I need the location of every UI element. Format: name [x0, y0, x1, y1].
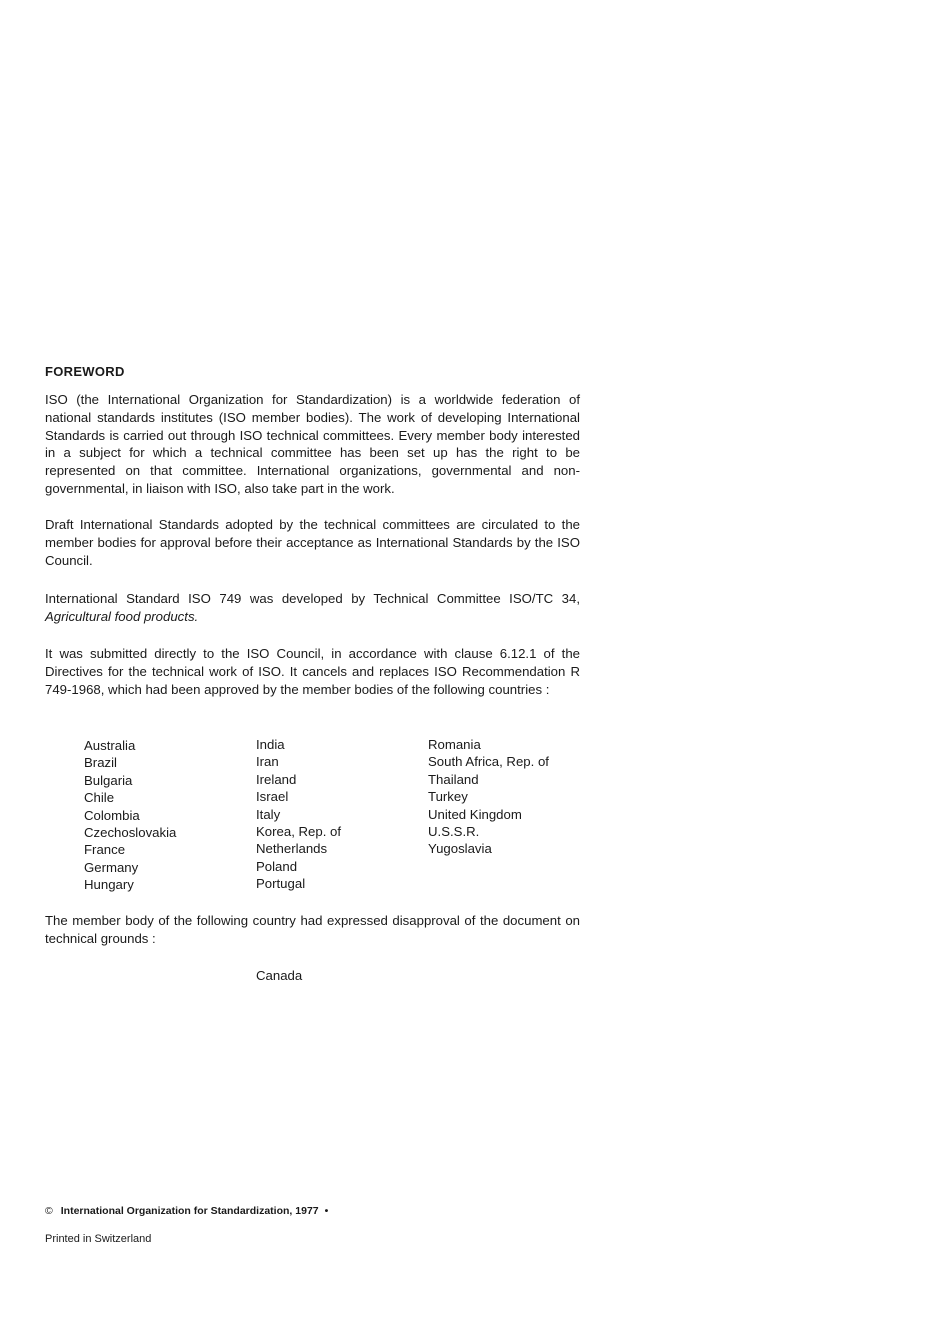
country-item: India: [256, 737, 285, 752]
country-item: Turkey: [428, 789, 468, 805]
foreword-paragraph-3: [45, 590, 580, 626]
country-item: Colombia: [84, 807, 140, 823]
country-item: Thailand: [428, 771, 479, 787]
country-item: Korea, Rep. of: [256, 824, 342, 840]
country-item: Ireland: [256, 771, 297, 787]
foreword-heading: FOREWORD: [45, 364, 125, 379]
country-item: Germany: [84, 859, 139, 875]
country-item: Yugoslavia: [428, 841, 492, 857]
countries-column-1: [84, 737, 176, 894]
bullet-dot: •: [324, 1205, 329, 1217]
foreword-paragraph-2: Draft International Standards adopted by the technical committees are circulated to the member bodies for approval before their acceptance as International Standards by the ISO Council.: [45, 517, 580, 568]
foreword-paragraph-1: ISO (the International Organization for Standardization) is a worldwide federation of national standards institutes (ISO member bodies). The work of developing International Standards is carried out through ISO technical committees. Every member body interested in a subject for which a technical committee has been set up has the right to be represented on that committee. International organizations, governmental and non-governmental, in liaison with ISO, also take part in the work.: [45, 392, 580, 496]
copyright-symbol: ©: [45, 1205, 53, 1217]
country-item: Poland: [256, 858, 298, 874]
committee-title: Agricultural food products.: [45, 608, 199, 624]
country-item: Australia: [84, 738, 136, 753]
country-item: Iran: [256, 754, 279, 770]
country-item: Chile: [84, 790, 115, 806]
country-item: Bulgaria: [84, 772, 133, 788]
country-item: Portugal: [256, 876, 306, 892]
countries-column-3: [428, 736, 549, 858]
country-item: Hungary: [84, 877, 134, 893]
committee-text: International Standard ISO 749 was developed by Technical Committee ISO/TC 34,: [45, 591, 580, 606]
country-item: United Kingdom: [428, 806, 522, 822]
country-item: France: [84, 842, 126, 858]
country-item: Czechoslovakia: [84, 825, 177, 841]
country-item: Italy: [256, 806, 281, 822]
countries-column-2: [256, 736, 341, 893]
country-item: Romania: [428, 737, 481, 752]
foreword-paragraph-5: The member body of the following country had expressed disapproval of the document on technical grounds :: [45, 913, 580, 946]
foreword-paragraph-4: It was submitted directly to the ISO Council, in accordance with clause 6.12.1 of the Directives for the technical work of ISO. It cancels and replaces ISO Recommendation R 749-1968, which had been approved by the member bodies of the following countries :: [45, 646, 580, 697]
country-item: Netherlands: [256, 841, 328, 857]
country-item: Israel: [256, 789, 289, 805]
copyright-notice: [45, 1205, 328, 1217]
copyright-text: International Organization for Standardization, 1977: [60, 1205, 319, 1217]
country-item: South Africa, Rep. of: [428, 754, 549, 770]
country-item: U.S.S.R.: [428, 824, 480, 840]
printed-location: Printed in Switzerland: [45, 1233, 152, 1245]
disapproving-country: Canada: [256, 968, 303, 983]
country-item: Brazil: [84, 755, 117, 771]
